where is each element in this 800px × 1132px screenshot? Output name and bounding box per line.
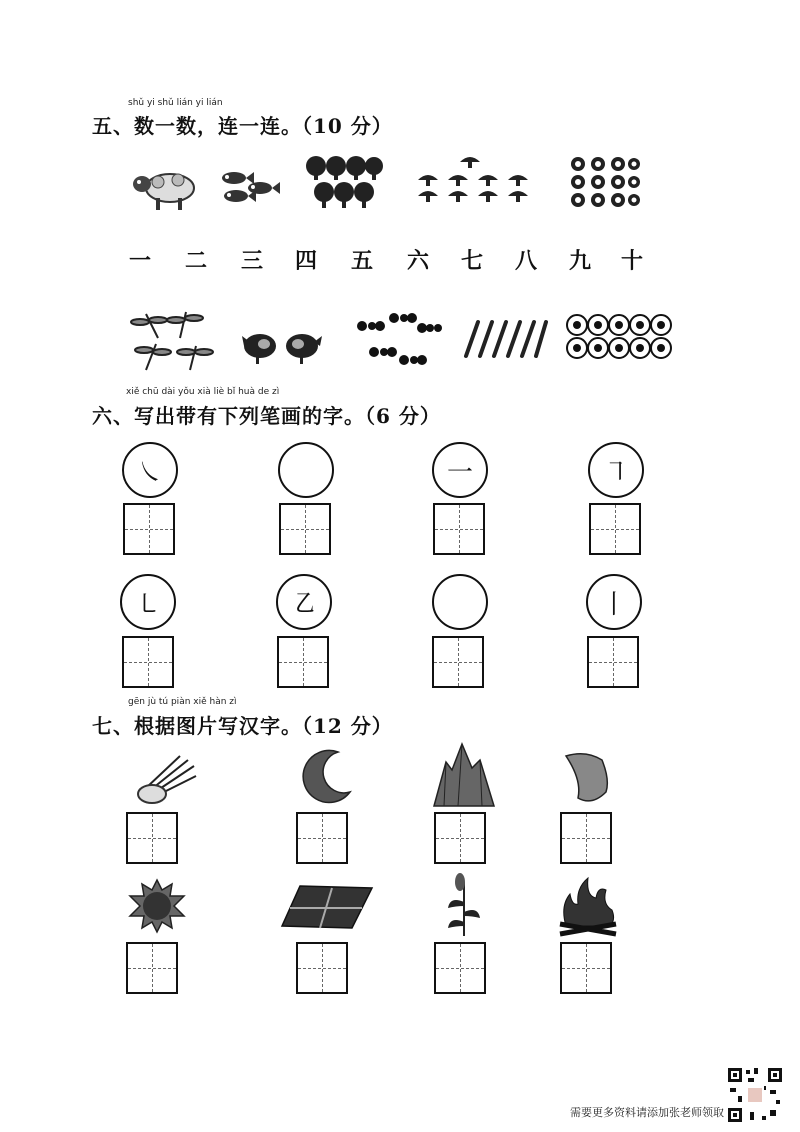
answer-grid[interactable] <box>434 942 486 994</box>
answer-grid[interactable] <box>122 636 174 688</box>
answer-grid[interactable] <box>587 636 639 688</box>
stroke-circle: ㇕ <box>588 442 644 498</box>
football-icon <box>566 314 672 360</box>
mountain-icon <box>432 742 496 808</box>
footer-contact-text: 需要更多资料请添加张老师领取 <box>570 1106 724 1119</box>
numeral-7[interactable]: 七 <box>460 248 483 274</box>
foot-icon <box>562 750 612 806</box>
numeral-5[interactable]: 五 <box>350 248 373 274</box>
sun-icon <box>126 878 188 934</box>
numeral-8[interactable]: 八 <box>514 248 537 274</box>
field-icon <box>280 884 374 930</box>
dragonfly-icon <box>128 308 212 374</box>
numeral-1[interactable]: 一 <box>128 248 151 274</box>
section7-pinyin: gēn jù tú piàn xiě hàn zì <box>128 697 237 707</box>
stroke-circle: ㇏ <box>122 442 178 498</box>
answer-grid[interactable] <box>560 812 612 864</box>
answer-grid[interactable] <box>589 503 641 555</box>
numeral-9[interactable]: 九 <box>568 248 591 274</box>
qr-code-icon <box>726 1066 784 1124</box>
section5-pinyin: shǔ yi shǔ lián yi lián <box>128 98 223 108</box>
numeral-10[interactable]: 十 <box>620 248 643 274</box>
answer-grid[interactable] <box>126 942 178 994</box>
stroke-circle: 一 <box>432 442 488 498</box>
fire-icon <box>556 876 620 936</box>
numeral-3[interactable]: 三 <box>240 248 263 274</box>
vegetable-icon <box>128 752 198 808</box>
stroke-circle: ㇄ <box>120 574 176 630</box>
sheep-icon <box>128 164 198 212</box>
stroke-circle <box>432 574 488 630</box>
answer-grid[interactable] <box>432 636 484 688</box>
fish-icon <box>216 168 282 204</box>
section5-heading: 五、数一数，连一连。（10 分） <box>92 114 393 138</box>
answer-grid[interactable] <box>434 812 486 864</box>
section6-heading: 六、写出带有下列笔画的字。（6 分） <box>92 404 441 428</box>
answer-grid[interactable] <box>296 942 348 994</box>
stroke-circle <box>278 442 334 498</box>
answer-grid[interactable] <box>433 503 485 555</box>
bird-icon <box>238 322 326 366</box>
mushroom-icon <box>414 152 532 202</box>
tree-icon <box>304 154 384 210</box>
section7-heading: 七、根据图片写汉字。（12 分） <box>92 714 393 738</box>
answer-grid[interactable] <box>296 812 348 864</box>
numeral-4[interactable]: 四 <box>294 248 317 274</box>
stroke-circle: 丨 <box>586 574 642 630</box>
answer-grid[interactable] <box>560 942 612 994</box>
answer-grid[interactable] <box>279 503 331 555</box>
ant-icon <box>350 304 442 374</box>
answer-grid[interactable] <box>277 636 329 688</box>
wheat-icon <box>446 872 480 936</box>
moon-icon <box>294 748 354 808</box>
stroke-circle: ㇠ <box>276 574 332 630</box>
numeral-2[interactable]: 二 <box>184 248 207 274</box>
pencil-icon <box>462 318 548 358</box>
answer-grid[interactable] <box>123 503 175 555</box>
answer-grid[interactable] <box>126 812 178 864</box>
flower-icon <box>568 156 640 208</box>
section6-pinyin: xiě chū dài yǒu xià liè bǐ huà de zì <box>126 387 280 397</box>
numeral-6[interactable]: 六 <box>406 248 429 274</box>
